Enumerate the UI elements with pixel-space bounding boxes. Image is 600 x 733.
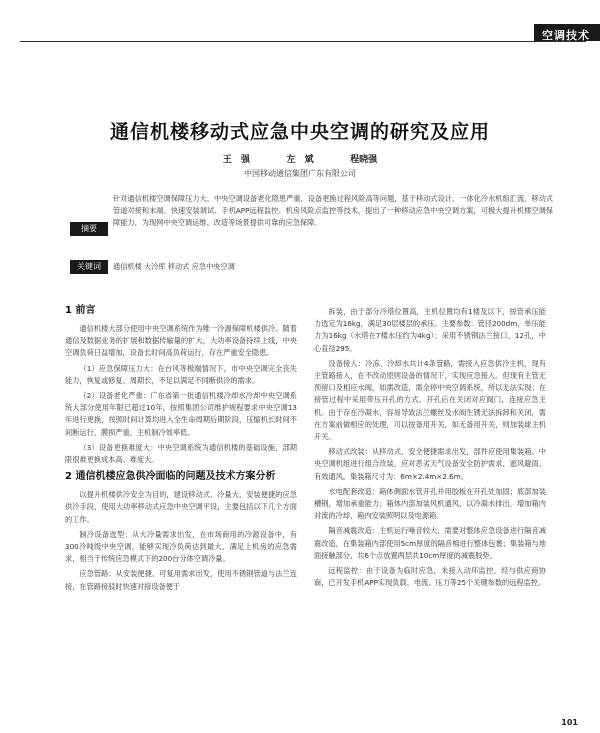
article-title: 通信机楼移动式应急中央空调的研究及应用: [109, 121, 490, 143]
body-paragraph: 制冷设备选型：从大冷量需求出发，在市场商用的冷源设备中，有300冷吨级中央空调，能够实现冷负荷达到最大、满足上机房的应急需求，相当于传统应急模式下的200台分体空调冷量。: [65, 529, 297, 564]
section-heading: 1 前言: [65, 305, 96, 316]
body-paragraph: 以提升机楼供冷安全为目的，建设移动式、冷量大、安装便捷的应急供冷手段，使用大功率移动式应急中央空调平设，主要包括以下几个方面的工作。: [65, 490, 297, 524]
abstract-text: 针对通信机楼空调保障压力大、中央空调设备老化隐患严重、设备更换过程风险高等问题，基于移动式设计、一体化冷水机组汇流、移动式管道对接和末端、快速安装调试、手机APP远程监控、机房风险点监控等技术，提出了一种移动应急中央空调方案，可极大提升机楼空调保障能力，为现网中央空调运维、改造等场景提供可靠的应急保障。: [113, 194, 553, 227]
author-1: 王 强: [222, 155, 250, 165]
author-3: 程晓强: [350, 155, 378, 165]
body-paragraph: （2）设备老化严重：广东省第一批通信机楼冷却水冷却中央空调系统大部分使用年限已超过10年，按照集团公司维护规程要求中央空调13年进行更换，按照时间计算均进入全生命周期后期阶段，压缩机长时间不间断运行，膜损严重，主机制冷效率低。: [65, 391, 297, 437]
author-2: 左 斌: [286, 155, 314, 165]
body-paragraph: 拆装，由于部分冷塔位置高，主机位置均有1楼及以下，按管承压能力选定为16kg，满足30层楼层的承压。主要参数：管径200dm，单压能力为16kg（水塔在7楼水压约为4kg）；采用不锈钢法兰接口、12孔，中心直径295。: [314, 307, 546, 353]
body-paragraph: 水电配套改造：箱体侧面水管开孔并用胶板在开孔处加固；底部加装槽钢，增加承重能力；箱体内部加装风机通风，以冷凝水排出，增加箱内对流的冷却，箱内安装照明以及电源箱。: [314, 486, 546, 521]
body-paragraph: （1）应急保障压力大：在台风等极端情况下，市中央空调完全丧失能力，恢复或修复、周期长，不足以满足不同断供冷的需求。: [65, 363, 297, 385]
body-paragraph: 远程监控：由于设备为临时应急，未接入动环监控，经与供应商协商，已开发手机APP实现负载、电流、压力等25个关键参数的远程监控。: [314, 566, 546, 588]
page-header: [0, 0, 600, 46]
body-paragraph: 移动式改装：从移动式、安全便捷需求出发，部件应使用集装箱、中央空调机组进行组合改装，应对恶劣天气设备安全防护需求，遮风避雨、有效通风。集装箱尺寸为：6m×2.4m×2.6m。: [314, 447, 546, 481]
body-paragraph: 设备接入：冷冻、冷却水共计4条管路，需接入应急供冷主机，现有主管路接入，在不改动原则设备的情况下，实现应急接入。但现有主管无预留口及相应水阀，如需改造，需全停中央空调系统，所以无法实现；在接管过程中采用带压开孔的方式，开孔后在关闭对应阀门，连接应急主机。由于存在冷凝水，容易导致法兰螺丝及水阀生锈无法拆卸和关闭，需在方案前做相应的处理，可以按备用开关，如无备用开关，则加装球主机开关。: [314, 358, 546, 442]
right-column: [314, 306, 546, 592]
section-label: 空调技术: [542, 29, 590, 42]
keywords-text: 通信机楼 大冷库 移动式 应急中央空调: [113, 262, 235, 271]
body-paragraph: 应急管路：从安装便捷、可复用需求出发，使用不锈钢管道与法兰连接，在管路接驳时快速对接设备便于: [65, 569, 297, 591]
section-heading: 2 通信机楼应急供冷面临的问题及技术方案分析: [65, 471, 276, 483]
left-column: [65, 300, 297, 596]
keywords-label: 关键词: [70, 260, 108, 274]
header-rule: [20, 41, 586, 42]
article-affiliation: 中国移动通信集团广东有限公司: [244, 169, 356, 178]
page-number: 101: [561, 718, 578, 727]
body-paragraph: （3）设备更换难度大：中央空调系统为通信机楼的基础设施，部期限很难更换成本高、难度大。: [65, 442, 297, 465]
article-authors: [0, 152, 600, 165]
body-paragraph: 隔音减震改造：主机运行噪音较大，需要对整体应急设备进行隔音减震改造，在集装箱内部使用5cm厚度的隔音棉进行整体包裹；集装箱与地面接触部分，共6个点放置两层共10cm厚度的减震胶垫。: [314, 526, 546, 560]
abstract-label: 摘要: [70, 222, 108, 236]
body-paragraph: 通信机楼大部分使用中央空调系统作为唯一冷源保障机楼供冷。随着通信及数据业务的扩展和数据传输量的扩大，大功率设备持续上线，中央空调负荷日益增加，设备长时间高负荷运行，存在严重安全隐患。: [65, 324, 297, 358]
section-tag: [534, 24, 600, 41]
